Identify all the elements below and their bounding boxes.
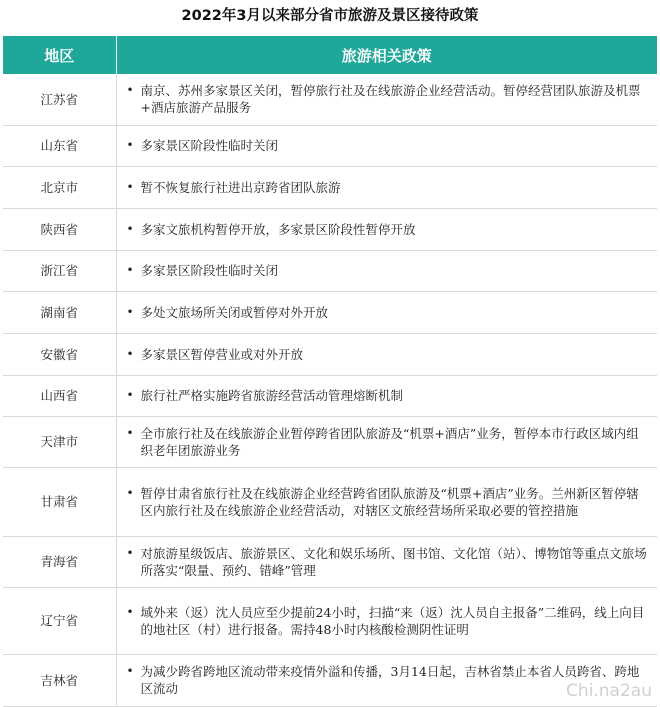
row-policy-cell [116, 587, 657, 654]
table-title: 2022年3月以来部分省市旅游及景区接待政策 [181, 8, 479, 24]
row-policy-cell [116, 208, 657, 250]
row-policy: 多家文旅机构暂停开放，多家景区阶段性暂停开放 [140, 221, 416, 237]
row-policy-cell [116, 166, 657, 208]
table-row [3, 125, 657, 166]
row-policy-cell [116, 467, 657, 536]
row-policy: 暂不恢复旅行社进出京跨省团队旅游 [140, 179, 341, 195]
row-region: 辽宁省 [3, 587, 116, 654]
row-region: 北京市 [3, 166, 116, 208]
bullet-icon: • [126, 304, 134, 319]
row-region: 吉林省 [3, 654, 116, 706]
bullet-icon: • [126, 425, 134, 440]
row-region: 甘肃省 [3, 467, 116, 536]
table-row [3, 654, 657, 706]
table-row [3, 375, 657, 416]
row-policy: 多家景区阶段性临时关闭 [140, 138, 279, 153]
bullet-icon: • [126, 664, 134, 678]
row-policy: 多家景区暂停营业或对外开放 [140, 346, 304, 362]
table-row [3, 467, 657, 536]
row-policy-cell [116, 250, 657, 291]
row-policy: 旅行社严格实施跨省旅游经营活动管理熔断机制 [140, 388, 404, 403]
bullet-icon: • [126, 138, 134, 152]
row-policy: 暂停甘肃省旅行社及在线旅游企业经营跨省团队旅游及“机票+酒店”业务。兰州新区暂停辖区内旅行社及在线旅游企业经营活动，对辖区文旅经营场所采取必要的管控措施 [140, 485, 639, 518]
row-region: 山西省 [3, 375, 116, 416]
header-policy: 旅游相关政策 [116, 36, 657, 74]
row-policy: 南京、苏州多家景区关闭，暂停旅行社及在线旅游企业经营活动。暂停经营团队旅游及机票+酒店旅游产品服务 [140, 83, 641, 116]
row-region: 山东省 [3, 125, 116, 166]
row-region: 天津市 [3, 416, 116, 467]
bullet-icon: • [126, 388, 134, 402]
row-region: 青海省 [3, 536, 116, 587]
bullet-icon: • [126, 83, 134, 98]
table-row [3, 166, 657, 208]
row-policy: 多家景区阶段性临时关闭 [140, 263, 279, 278]
bullet-icon: • [126, 263, 134, 277]
row-region: 安徽省 [3, 333, 116, 375]
bullet-icon: • [126, 346, 134, 361]
row-region: 湖南省 [3, 291, 116, 333]
row-policy-cell [116, 536, 657, 587]
table-row [3, 250, 657, 291]
row-policy: 多处文旅场所关闭或暂停对外开放 [140, 304, 329, 320]
row-policy-cell [116, 125, 657, 166]
bullet-icon: • [126, 179, 134, 194]
row-policy-cell [116, 416, 657, 467]
row-policy: 为减少跨省跨地区流动带来疫情外溢和传播，3月14日起，吉林省禁止本省人员跨省、跨地区流动 [140, 664, 640, 696]
bullet-icon: • [126, 485, 134, 500]
bullet-icon: • [126, 604, 134, 619]
table-row [3, 536, 657, 587]
table-header-row [3, 36, 657, 74]
row-policy: 全市旅行社及在线旅游企业暂停跨省团队旅游及“机票+酒店”业务，暂停本市行政区域内组织老年团旅游业务 [140, 425, 639, 458]
row-policy-cell [116, 74, 657, 125]
row-region: 江苏省 [3, 74, 116, 125]
table-row [3, 74, 657, 125]
row-region: 陕西省 [3, 208, 116, 250]
row-policy: 对旅游星级饭店、旅游景区、文化和娱乐场所、图书馆、文化馆（站）、博物馆等重点文旅场所落实“限量、预约、错峰”管理 [140, 545, 647, 578]
table-row [3, 587, 657, 654]
row-policy-cell [116, 291, 657, 333]
table-row [3, 208, 657, 250]
row-policy-cell [116, 375, 657, 416]
header-region: 地区 [3, 36, 116, 74]
bullet-icon: • [126, 221, 134, 236]
table-row [3, 416, 657, 467]
row-policy-cell [116, 333, 657, 375]
table-row [3, 291, 657, 333]
bullet-icon: • [126, 545, 134, 560]
watermark: Chi.na2au [566, 681, 652, 701]
row-policy: 域外来（返）沈人员应至少提前24小时，扫描“来（返）沈人员自主报备”二维码，线上向目的地社区（村）进行报备。需持48小时内核酸检测阴性证明 [140, 604, 645, 637]
policy-table [3, 36, 657, 707]
table-row [3, 333, 657, 375]
row-region: 浙江省 [3, 250, 116, 291]
